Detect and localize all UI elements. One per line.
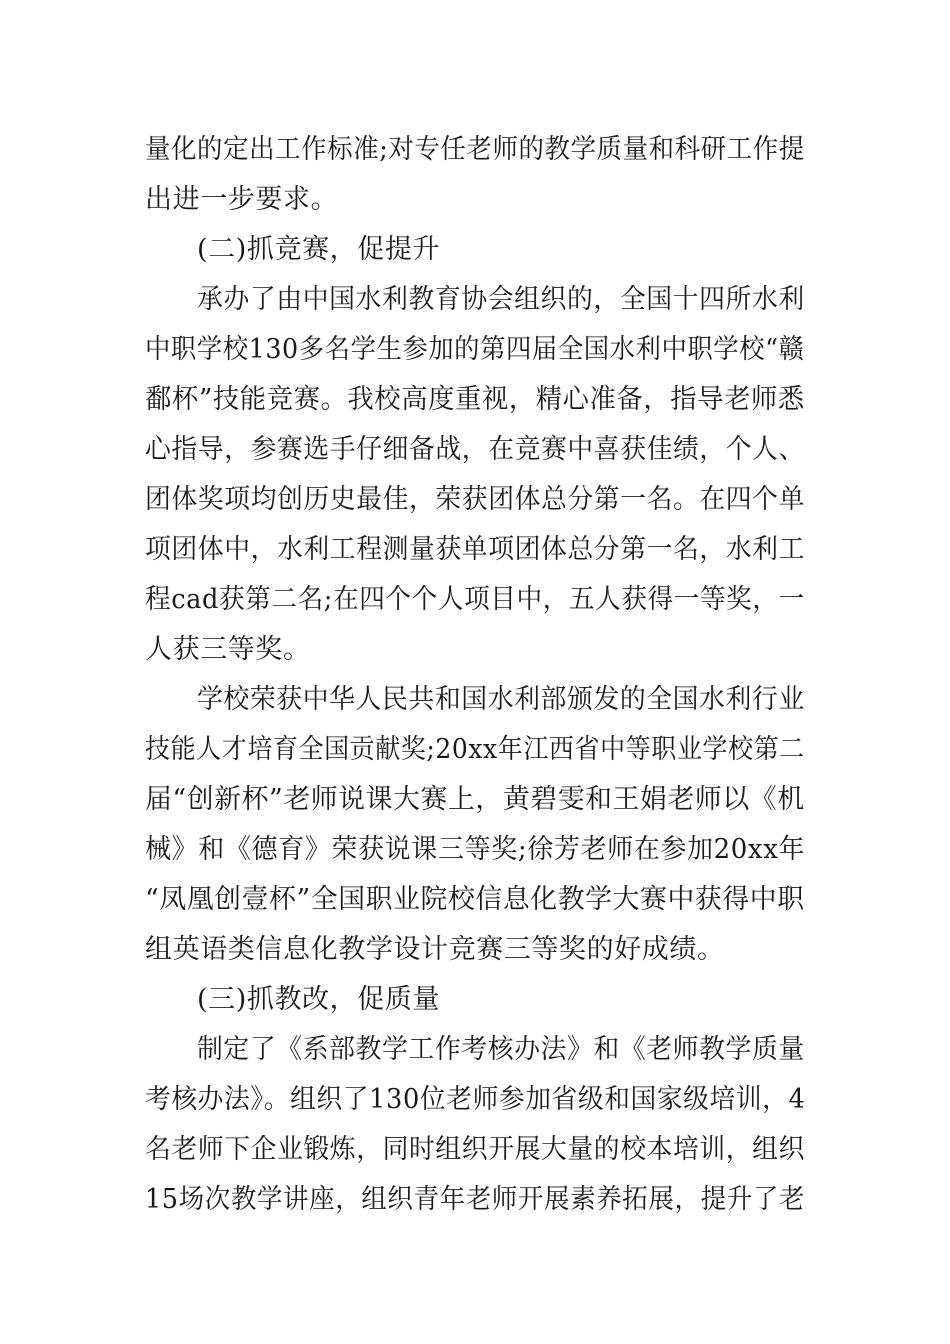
text-line: 组英语类信息化教学设计竞赛三等奖的好成绩。 bbox=[145, 934, 725, 965]
text-line: 届“创新杯”老师说课大赛上，黄碧雯和王娟老师以《机 bbox=[145, 784, 805, 815]
text-line: 人获三等奖。 bbox=[145, 634, 311, 665]
text-line: 技能人才培育全国贡献奖;20xx年江西省中等职业学校第二 bbox=[145, 734, 805, 765]
text-line: 项团体中，水利工程测量获单项团体总分第一名，水利工 bbox=[145, 534, 805, 565]
section-heading: (二)抓竞赛，促提升 bbox=[197, 234, 441, 265]
text-line: 鄱杯”技能竞赛。我校高度重视，精心准备，指导老师悉 bbox=[145, 384, 805, 415]
text-line: 程cad获第二名;在四个个人项目中，五人获得一等奖，一 bbox=[145, 584, 805, 615]
text-line: 量化的定出工作标准;对专任老师的教学质量和科研工作提 bbox=[145, 134, 805, 165]
text-line: 学校荣获中华人民共和国水利部颁发的全国水利行业 bbox=[197, 684, 805, 715]
text-line: “凤凰创壹杯”全国职业院校信息化教学大赛中获得中职 bbox=[145, 884, 805, 915]
text-line: 中职学校130多名学生参加的第四届全国水利中职学校“赣 bbox=[145, 334, 805, 365]
text-line: 出进一步要求。 bbox=[145, 184, 339, 215]
text-line: 考核办法》。组织了130位老师参加省级和国家级培训，4 bbox=[145, 1084, 806, 1115]
text-line: 械》和《德育》荣获说课三等奖;徐芳老师在参加20xx年 bbox=[145, 834, 806, 865]
section-heading: (三)抓教改，促质量 bbox=[197, 984, 441, 1015]
text-line: 团体奖项均创历史最佳，荣获团体总分第一名。在四个单 bbox=[145, 484, 805, 515]
text-line: 15场次教学讲座，组织青年老师开展素养拓展，提升了老 bbox=[145, 1184, 805, 1215]
text-line: 名老师下企业锻炼，同时组织开展大量的校本培训，组织 bbox=[145, 1134, 805, 1165]
text-line: 心指导，参赛选手仔细备战，在竞赛中喜获佳绩，个人、 bbox=[145, 434, 805, 465]
text-line: 承办了由中国水利教育协会组织的，全国十四所水利 bbox=[197, 284, 805, 315]
text-line: 制定了《系部教学工作考核办法》和《老师教学质量 bbox=[197, 1034, 805, 1065]
